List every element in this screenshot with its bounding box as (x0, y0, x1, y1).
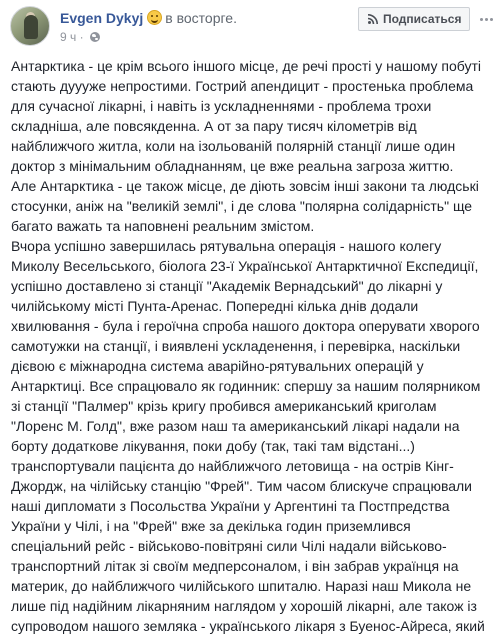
body-line: наші дипломати з Посольства України у Аргентині та Постпредства (11, 498, 450, 514)
dot-icon (485, 18, 488, 21)
body-line: зі станції "Палмер" крізь кригу пробився американський криголам (11, 398, 437, 414)
grinning-emoji-icon (147, 10, 162, 25)
body-line: стають дуууже непростими. Гострий апендицит - простенька проблема (11, 78, 474, 94)
body-line: Вчора успішно завершилась рятувальна операція - нашого колегу (11, 238, 442, 254)
author-name-link[interactable]: Evgen Dykyj (60, 10, 144, 26)
body-line: спеціальний рейс - військово-повітряні сили Чілі надали військово- (11, 538, 447, 554)
dot-icon (490, 18, 493, 21)
body-line: самотужки на станції, і виявлені ускладенення, і перевірка, наскільки (11, 338, 461, 354)
body-line: транспортний літак зі своїм медперсоналом, і він забрав українця на (11, 558, 459, 574)
post-meta (60, 30, 100, 44)
body-line: Але Антарктика - це також місце, де діють зовсім інші закони та людські (11, 178, 479, 194)
body-line: найближчого житла, коли на ізольованій полярній станції лише один (11, 138, 456, 154)
body-line: складніша, але повсякденна. А от за пару тисяч кілометрів від (11, 118, 417, 134)
body-line: борту додаткове лікування, поки добу (так, такі там відстані...) (11, 438, 415, 454)
author-line (60, 9, 237, 27)
body-line: доктор з мінімальним обладнанням, це вже реальна загроза життю. (11, 158, 454, 174)
more-options-button[interactable] (478, 9, 496, 27)
body-line: України у Чілі, і на "Фрей" вже за декілька годин приземлився (11, 518, 411, 534)
subscribe-button[interactable] (358, 7, 470, 31)
body-line: успішно доставлено зі станції "Академік Вернадський" до лікарні у (11, 278, 443, 294)
body-line: стосунки, аніж на "великій землі", і де слова "полярна солідарність" ще (11, 198, 473, 214)
meta-separator: · (79, 30, 84, 44)
post-timestamp[interactable]: 9 ч (60, 30, 77, 44)
author-avatar[interactable] (10, 6, 50, 46)
post-body-text (11, 56, 499, 636)
dot-icon (480, 18, 483, 21)
body-line: Антарктиці. Все спрацювало як годинник: спершу за нашим полярником (11, 378, 481, 394)
body-line: Миколу Весельського, біолога 23-ї Української Антарктичної Експедиції, (11, 258, 479, 274)
body-line: Антарктика - це крім всього іншого місце, де речі прості у нашому побуті (11, 58, 481, 74)
avatar-figure-body (24, 15, 38, 39)
body-line: супроводом нашого земляка - українського лікаря з Буенос-Айреса, який (11, 618, 485, 634)
body-line: транспортували пацієнта до найближчого летовища - на острів Кінг- (11, 458, 454, 474)
subscribe-label: Подписаться (383, 12, 462, 26)
rss-icon (368, 14, 378, 24)
body-line: чилійському місті Пунта-Аренас. Попередні кілька днів додали (11, 298, 419, 314)
globe-icon[interactable] (90, 32, 100, 42)
post-header (0, 0, 503, 52)
body-line: багато важать та наповнені реальним змістом. (11, 218, 315, 234)
feeling-text: в восторге. (165, 10, 237, 26)
body-line: лише під надійним лікарняним наглядом у хорошій лікарні, але також із (11, 598, 477, 614)
body-line: для сучасної лікарні, і навіть із ускладненнями - проблема трохи (11, 98, 432, 114)
body-line: Джордж, на чілійську станцію "Фрей". Тим часом блискуче спрацювали (11, 478, 473, 494)
body-line: материк, до найближчого чилійського шпиталю. Наразі наш Микола не (11, 578, 472, 594)
body-line: хвилювання - була і героїчна спроба нашого доктора оперувати хворого (11, 318, 480, 334)
body-line: "Лоренс М. Голд", вже разом наш та американський лікарі надали на (11, 418, 460, 434)
body-line: дієвою є міжнародна система аварійно-рятувальних операцій у (11, 358, 424, 374)
